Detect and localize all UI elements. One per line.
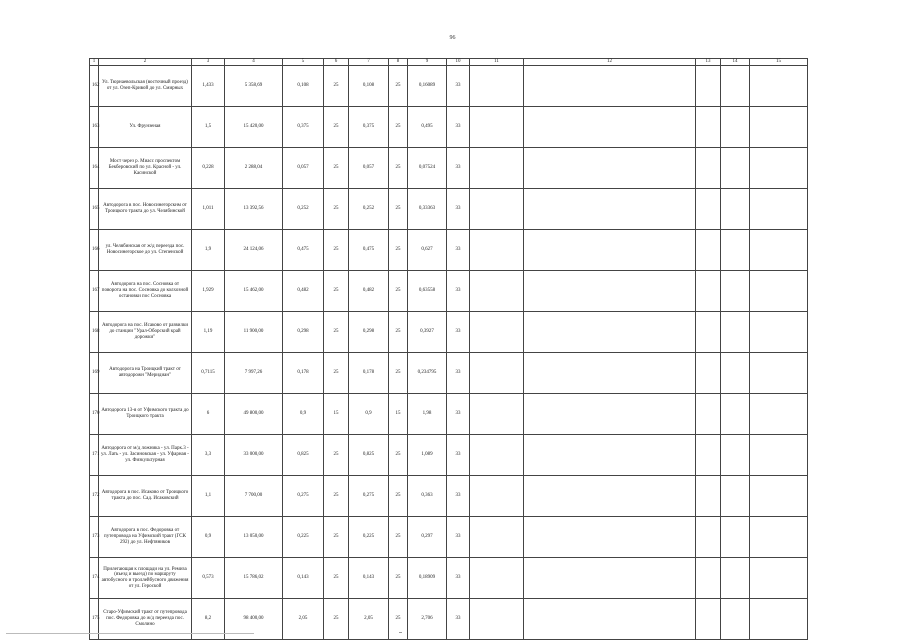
value-col-5-cell: 0,108 [283, 66, 324, 107]
empty-cell [524, 107, 696, 148]
value-col-6-cell: 25 [324, 517, 349, 558]
empty-cell [524, 517, 696, 558]
empty-cell [750, 189, 808, 230]
empty-cell [721, 312, 750, 353]
value-col-10-cell: 33 [447, 476, 470, 517]
value-col-8-cell: 25 [389, 517, 408, 558]
value-col-7-cell: 0,9 [349, 394, 389, 435]
value-col-10-cell: 33 [447, 599, 470, 640]
empty-cell [470, 435, 524, 476]
length-km-cell: 0,573 [192, 558, 225, 599]
value-col-7-cell: 0,275 [349, 476, 389, 517]
empty-cell [470, 66, 524, 107]
column-header: 7 [349, 59, 389, 66]
length-km-cell: 0,9 [192, 517, 225, 558]
empty-cell [721, 189, 750, 230]
value-col-8-cell: 25 [389, 230, 408, 271]
value-col-9-cell: 0,07524 [408, 148, 447, 189]
empty-cell [696, 599, 721, 640]
length-km-cell: 1,9 [192, 230, 225, 271]
value-col-7-cell: 0,225 [349, 517, 389, 558]
empty-cell [696, 148, 721, 189]
value-col-7-cell: 0,178 [349, 353, 389, 394]
road-name-cell: Автодорога в пос. Исаково от Троицкого тракта до пос. Сад. Исаковский [99, 476, 192, 517]
empty-cell [524, 230, 696, 271]
value-col-9-cell: 0,18909 [408, 558, 447, 599]
value-col-8-cell: 25 [389, 148, 408, 189]
empty-cell [721, 599, 750, 640]
length-km-cell: 1,011 [192, 189, 225, 230]
value-col-5-cell: 0,825 [283, 435, 324, 476]
empty-cell [750, 435, 808, 476]
empty-cell [750, 353, 808, 394]
value-col-5-cell: 0,178 [283, 353, 324, 394]
road-name-cell: Автодорога в пос. Новосинегорскнм от Троицкого тракта до ул. Челябинской [99, 189, 192, 230]
empty-cell [470, 558, 524, 599]
row-number-cell: 174 [90, 558, 99, 599]
value-col-10-cell: 33 [447, 107, 470, 148]
empty-cell [721, 517, 750, 558]
length-km-cell: 8,2 [192, 599, 225, 640]
column-header: 6 [324, 59, 349, 66]
value-col-8-cell: 25 [389, 189, 408, 230]
row-number-cell: 166 [90, 230, 99, 271]
row-number-cell: 172 [90, 476, 99, 517]
empty-cell [750, 599, 808, 640]
value-col-8-cell: 15 [389, 394, 408, 435]
value-col-8-cell: 25 [389, 353, 408, 394]
length-km-cell: 1,5 [192, 107, 225, 148]
column-header: 12 [524, 59, 696, 66]
row-number-cell: 173 [90, 517, 99, 558]
value-col-9-cell: 2,706 [408, 599, 447, 640]
column-header: 13 [696, 59, 721, 66]
value-col-5-cell: 0,375 [283, 107, 324, 148]
value-col-8-cell: 25 [389, 66, 408, 107]
value-col-10-cell: 33 [447, 66, 470, 107]
table-row [90, 148, 808, 189]
value-col-7-cell: 0,143 [349, 558, 389, 599]
empty-cell [721, 271, 750, 312]
empty-cell [721, 353, 750, 394]
value-col-5-cell: 0,225 [283, 517, 324, 558]
value-col-5-cell: 0,298 [283, 312, 324, 353]
column-header: 14 [721, 59, 750, 66]
column-header: 5 [283, 59, 324, 66]
value-col-10-cell: 33 [447, 558, 470, 599]
empty-cell [721, 558, 750, 599]
value-col-5-cell: 0,057 [283, 148, 324, 189]
value-col-5-cell: 2,05 [283, 599, 324, 640]
value-col-6-cell: 25 [324, 148, 349, 189]
row-number-cell: 165 [90, 189, 99, 230]
table-row [90, 312, 808, 353]
table-row [90, 230, 808, 271]
empty-cell [470, 517, 524, 558]
value-col-7-cell: 0,057 [349, 148, 389, 189]
value-col-7-cell: 0,475 [349, 230, 389, 271]
empty-cell [721, 230, 750, 271]
value-col-7-cell: 0,108 [349, 66, 389, 107]
row-number-cell: 169 [90, 353, 99, 394]
value-col-10-cell: 33 [447, 148, 470, 189]
empty-cell [750, 394, 808, 435]
column-header: 9 [408, 59, 447, 66]
table-row [90, 476, 808, 517]
empty-cell [696, 189, 721, 230]
value-col-4-cell: 13 392,56 [225, 189, 283, 230]
value-col-9-cell: 1,98 [408, 394, 447, 435]
empty-cell [524, 476, 696, 517]
road-name-cell: Ул. Тюрнаевольская (восточный проезд) от ул. Озеп-Кривой до ул. Смирных [99, 66, 192, 107]
empty-cell [470, 189, 524, 230]
empty-cell [524, 271, 696, 312]
value-col-6-cell: 25 [324, 230, 349, 271]
empty-cell [696, 517, 721, 558]
value-col-9-cell: 0,627 [408, 230, 447, 271]
empty-cell [750, 312, 808, 353]
table-row [90, 271, 808, 312]
value-col-10-cell: 33 [447, 394, 470, 435]
table-row [90, 107, 808, 148]
empty-cell [750, 230, 808, 271]
value-col-9-cell: 0,234795 [408, 353, 447, 394]
value-col-4-cell: 15 462,00 [225, 271, 283, 312]
empty-cell [750, 66, 808, 107]
empty-cell [721, 148, 750, 189]
length-km-cell: 0,228 [192, 148, 225, 189]
row-number-cell: 163 [90, 107, 99, 148]
value-col-8-cell: 25 [389, 312, 408, 353]
empty-cell [524, 66, 696, 107]
value-col-8-cell: 25 [389, 271, 408, 312]
road-name-cell: Автодорога 13-я от Уфимского тракта до Троицкого тракта [99, 394, 192, 435]
column-header: 1 [90, 59, 99, 66]
value-col-5-cell: 0,475 [283, 230, 324, 271]
table-row [90, 353, 808, 394]
empty-cell [721, 476, 750, 517]
value-col-10-cell: 33 [447, 312, 470, 353]
column-header: 8 [389, 59, 408, 66]
value-col-4-cell: 7 700,00 [225, 476, 283, 517]
empty-cell [696, 312, 721, 353]
row-number-cell: 162 [90, 66, 99, 107]
road-name-cell: Старо-Уфимский тракт от путепровода пос. Федоровка до ж/д переезда пос. Смолино [99, 599, 192, 640]
road-name-cell: Автодорога на Троицкий тракт от автодорожн "Меридиан" [99, 353, 192, 394]
length-km-cell: 1,19 [192, 312, 225, 353]
value-col-6-cell: 15 [324, 394, 349, 435]
empty-cell [696, 476, 721, 517]
empty-cell [750, 476, 808, 517]
length-km-cell: 3,3 [192, 435, 225, 476]
empty-cell [750, 148, 808, 189]
empty-cell [470, 394, 524, 435]
value-col-4-cell: 15 786,02 [225, 558, 283, 599]
road-name-cell: Прилегающая к площади на ул. Ремиза (въезд и выезд) по маршруту автобусного и троллейбусного движения от ул. Героской [99, 558, 192, 599]
table-row [90, 189, 808, 230]
empty-cell [721, 66, 750, 107]
page-number: 96 [449, 35, 456, 41]
value-col-10-cell: 33 [447, 189, 470, 230]
empty-cell [696, 271, 721, 312]
value-col-5-cell: 0,9 [283, 394, 324, 435]
empty-cell [696, 66, 721, 107]
empty-cell [524, 312, 696, 353]
value-col-6-cell: 25 [324, 435, 349, 476]
table-row [90, 517, 808, 558]
empty-cell [750, 558, 808, 599]
empty-cell [524, 148, 696, 189]
value-col-7-cell: 2,05 [349, 599, 389, 640]
road-name-cell: Автодорога на пос. Исаково от развилки до станции "Урал-Оборский край дорожки" [99, 312, 192, 353]
row-number-cell: 175 [90, 599, 99, 640]
value-col-9-cell: 0,363 [408, 476, 447, 517]
value-col-4-cell: 33 000,00 [225, 435, 283, 476]
value-col-7-cell: 0,252 [349, 189, 389, 230]
value-col-7-cell: 0,482 [349, 271, 389, 312]
road-name-cell: ул. Челябинская от ж/д переезда пос. Новосинегорское до ул. Степенской [99, 230, 192, 271]
empty-cell [721, 394, 750, 435]
length-km-cell: 1,1 [192, 476, 225, 517]
value-col-8-cell: 25 [389, 476, 408, 517]
empty-cell [696, 435, 721, 476]
road-name-cell: Автодорога на пос. Сосновка от поворота на пос. Сосновка до колхозной остановки пос Сосновка [99, 271, 192, 312]
value-col-4-cell: 15 420,00 [225, 107, 283, 148]
value-col-6-cell: 25 [324, 312, 349, 353]
value-col-9-cell: 1,089 [408, 435, 447, 476]
empty-cell [696, 107, 721, 148]
road-name-cell: Автодорога в пос. Федоровка от путепровода на Уфимский тракт (ГСК 292) до ул. Нефтяников [99, 517, 192, 558]
value-col-4-cell: 24 124,06 [225, 230, 283, 271]
value-col-10-cell: 33 [447, 435, 470, 476]
value-col-8-cell: 25 [389, 435, 408, 476]
column-header: 11 [470, 59, 524, 66]
value-col-8-cell: 25 [389, 107, 408, 148]
empty-cell [524, 189, 696, 230]
value-col-9-cell: 0,16089 [408, 66, 447, 107]
column-header: 15 [750, 59, 808, 66]
value-col-7-cell: 0,298 [349, 312, 389, 353]
empty-cell [721, 107, 750, 148]
value-col-6-cell: 25 [324, 476, 349, 517]
value-col-9-cell: 0,297 [408, 517, 447, 558]
value-col-9-cell: 0,3927 [408, 312, 447, 353]
value-col-5-cell: 0,143 [283, 558, 324, 599]
value-col-4-cell: 98 400,00 [225, 599, 283, 640]
value-col-9-cell: 0,33363 [408, 189, 447, 230]
value-col-6-cell: 25 [324, 271, 349, 312]
value-col-6-cell: 25 [324, 353, 349, 394]
road-name-cell: Автодорога от м/д ложника - ул. Парк.3 - ул. Лать - ул. Засиновская - ул. Уфарная - ул. Физкультурная [99, 435, 192, 476]
footer-mark [399, 632, 402, 633]
length-km-cell: 1,929 [192, 271, 225, 312]
empty-cell [696, 394, 721, 435]
value-col-10-cell: 33 [447, 271, 470, 312]
value-col-6-cell: 25 [324, 599, 349, 640]
empty-cell [524, 353, 696, 394]
value-col-9-cell: 0,63558 [408, 271, 447, 312]
value-col-6-cell: 25 [324, 107, 349, 148]
empty-cell [524, 435, 696, 476]
row-number-cell: 164 [90, 148, 99, 189]
empty-cell [470, 476, 524, 517]
value-col-9-cell: 0,495 [408, 107, 447, 148]
value-col-6-cell: 25 [324, 189, 349, 230]
row-number-cell: 171 [90, 435, 99, 476]
column-header: 3 [192, 59, 225, 66]
value-col-8-cell: 25 [389, 558, 408, 599]
value-col-5-cell: 0,482 [283, 271, 324, 312]
row-number-cell: 167 [90, 271, 99, 312]
road-name-cell: Мост через р. Миасс проспектом Бекберовский по ул. Красной - ул. Касинской [99, 148, 192, 189]
length-km-cell: 0,7115 [192, 353, 225, 394]
column-header: 2 [99, 59, 192, 66]
table-row [90, 66, 808, 107]
value-col-5-cell: 0,275 [283, 476, 324, 517]
empty-cell [470, 353, 524, 394]
row-number-cell: 168 [90, 312, 99, 353]
value-col-10-cell: 33 [447, 230, 470, 271]
value-col-4-cell: 11 900,00 [225, 312, 283, 353]
length-km-cell: 1,433 [192, 66, 225, 107]
footer-divider [6, 633, 254, 634]
road-name-cell: Ул. Фрунзеная [99, 107, 192, 148]
column-number-header-row [90, 59, 808, 66]
table-row [90, 394, 808, 435]
value-col-4-cell: 13 050,00 [225, 517, 283, 558]
value-col-4-cell: 49 800,00 [225, 394, 283, 435]
empty-cell [524, 599, 696, 640]
value-col-10-cell: 33 [447, 353, 470, 394]
value-col-7-cell: 0,375 [349, 107, 389, 148]
value-col-7-cell: 0,825 [349, 435, 389, 476]
empty-cell [470, 107, 524, 148]
value-col-4-cell: 7 997,26 [225, 353, 283, 394]
empty-cell [696, 353, 721, 394]
table-row [90, 435, 808, 476]
empty-cell [470, 230, 524, 271]
empty-cell [696, 230, 721, 271]
value-col-10-cell: 33 [447, 517, 470, 558]
empty-cell [470, 148, 524, 189]
empty-cell [696, 558, 721, 599]
length-km-cell: 6 [192, 394, 225, 435]
road-data-table [89, 58, 808, 640]
column-header: 4 [225, 59, 283, 66]
value-col-5-cell: 0,252 [283, 189, 324, 230]
value-col-4-cell: 5 358,69 [225, 66, 283, 107]
empty-cell [750, 271, 808, 312]
empty-cell [524, 394, 696, 435]
empty-cell [750, 107, 808, 148]
empty-cell [470, 271, 524, 312]
value-col-6-cell: 25 [324, 558, 349, 599]
empty-cell [721, 435, 750, 476]
empty-cell [470, 599, 524, 640]
value-col-8-cell: 25 [389, 599, 408, 640]
column-header: 10 [447, 59, 470, 66]
value-col-6-cell: 25 [324, 66, 349, 107]
empty-cell [524, 558, 696, 599]
table-row [90, 558, 808, 599]
empty-cell [470, 312, 524, 353]
empty-cell [750, 517, 808, 558]
row-number-cell: 170 [90, 394, 99, 435]
value-col-4-cell: 2 288,04 [225, 148, 283, 189]
